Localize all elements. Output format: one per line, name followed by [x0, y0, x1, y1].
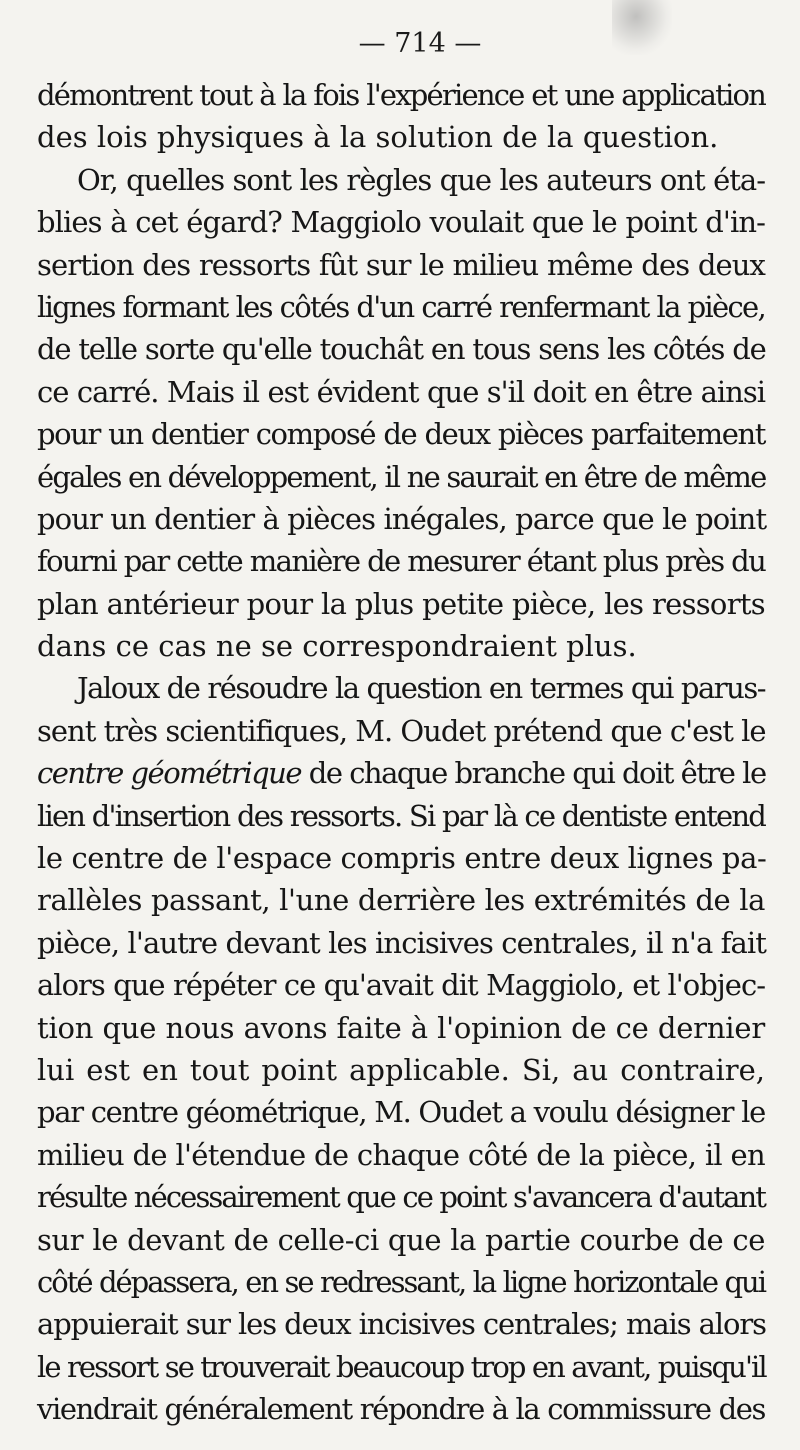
- text-line: sertion des ressorts fût sur le milieu même des deux: [37, 247, 765, 282]
- text-line: lien d'insertion des ressorts. Si par là ce dentiste entend: [37, 798, 765, 833]
- text-line: tion que nous avons faite à l'opinion de ce dernier: [37, 1010, 765, 1045]
- text-line: Or, quelles sont les règles que les auteurs ont éta-: [77, 162, 765, 197]
- text-line: côté dépassera, en se redressant, la ligne horizontale qui: [37, 1264, 765, 1299]
- text-line: dans ce cas ne se correspondraient plus.: [37, 629, 637, 664]
- text-line: par centre géométrique, M. Oudet a voulu désigner le: [37, 1095, 765, 1130]
- text-line: démontrent tout à la fois l'expérience et une application: [37, 78, 765, 112]
- text-line: pour un dentier à pièces inégales, parce que le point: [37, 501, 767, 536]
- text-line: lui est en tout point applicable. Si, au contraire,: [37, 1052, 765, 1087]
- body-text: [37, 74, 765, 1431]
- text-line: sent très scientifiques, M. Oudet prétend que c'est le: [37, 713, 766, 748]
- text-line: viendrait généralement répondre à la commissure des: [37, 1392, 765, 1427]
- text-line: de telle sorte qu'elle touchât en tous sens les côtés de: [37, 332, 766, 367]
- text-line: Jaloux de résoudre la question en termes qui parus-: [77, 671, 765, 706]
- text-line: lignes formant les côtés d'un carré renfermant la pièce,: [37, 289, 765, 324]
- text-line: appuierait sur les deux incisives centrales; mais alors: [37, 1307, 766, 1342]
- text-segment: de chaque branche qui doit être le: [308, 756, 766, 791]
- text-line: le centre de l'espace compris entre deux lignes pa-: [37, 841, 767, 876]
- text-line: rallèles passant, l'une derrière les extrémités de la: [37, 883, 765, 918]
- text-line: pièce, l'autre devant les incisives centrales, il n'a fait: [37, 925, 767, 960]
- text-line: pour un dentier composé de deux pièces parfaitement: [37, 417, 765, 452]
- text-line: alors que répéter ce qu'avait dit Maggiolo, et l'objec-: [37, 968, 765, 1003]
- italic-term: centre géométrique: [37, 756, 302, 791]
- text-line: sur le devant de celle-ci que la partie courbe de ce: [37, 1222, 765, 1257]
- text-line: le ressort se trouverait beaucoup trop en avant, puisqu'il: [37, 1349, 766, 1384]
- text-line: résulte nécessairement que ce point s'avancera d'autant: [37, 1180, 765, 1215]
- text-line: égales en développement, il ne saurait en être de même: [37, 459, 766, 494]
- page-number: — 714 —: [358, 28, 482, 59]
- text-line: milieu de l'étendue de chaque côté de la pièce, il en: [37, 1137, 765, 1172]
- text-line: plan antérieur pour la plus petite pièce, les ressorts: [37, 586, 765, 621]
- text-line: des lois physiques à la solution de la question.: [37, 120, 719, 155]
- text-line: blies à cet égard? Maggiolo voulait que le point d'in-: [37, 205, 765, 240]
- text-line: fourni par cette manière de mesurer étant plus près du: [37, 544, 766, 579]
- text-line: [37, 752, 765, 794]
- text-line: ce carré. Mais il est évident que s'il doit en être ainsi: [37, 374, 765, 409]
